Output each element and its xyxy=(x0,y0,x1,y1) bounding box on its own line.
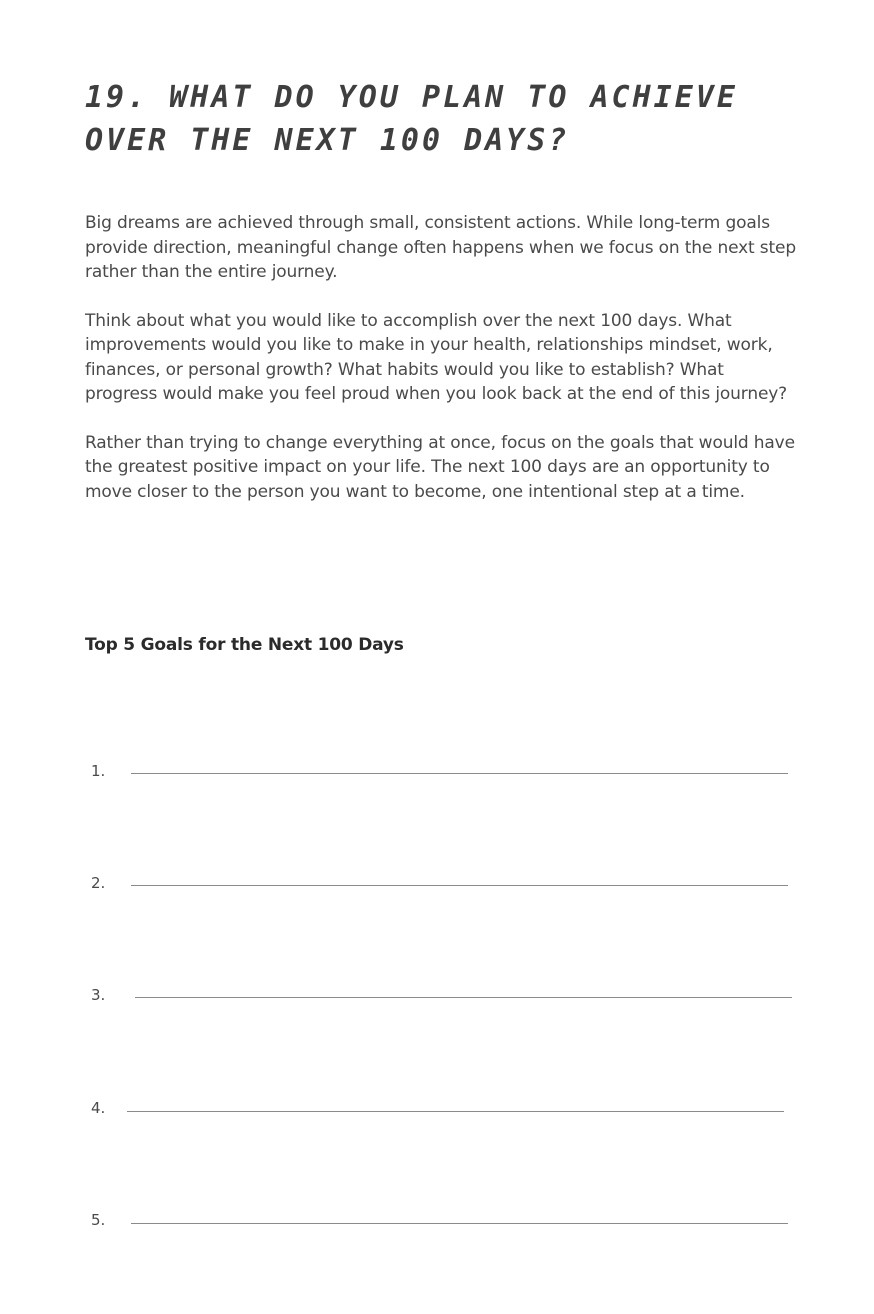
goal-write-line-1[interactable] xyxy=(131,773,788,774)
intro-paragraph-3: Rather than trying to change everything at once, focus on the goals that would have the greatest positive impact on your life. The next 100 days are an opportunity to move closer to the person you want to become, one intentional step at a time. xyxy=(85,432,795,502)
goal-write-line-2[interactable] xyxy=(131,885,788,886)
page-title: 19. WHAT DO YOU PLAN TO ACHIEVE OVER THE NEXT 100 DAYS? xyxy=(85,80,738,158)
intro-text xyxy=(85,211,797,528)
goal-write-line-3[interactable] xyxy=(135,997,792,998)
goal-row-2 xyxy=(0,873,874,897)
goal-write-line-5[interactable] xyxy=(131,1223,788,1224)
intro-paragraph-2: Think about what you would like to accomplish over the next 100 days. What improvements would you like to make in your health, relationships mindset, work, finances, or personal growth? What habits would you like to establish? What progress would make you feel proud when you look back at the end of this journey? xyxy=(85,310,788,404)
goal-number-2: 2. xyxy=(91,874,106,892)
goal-row-1 xyxy=(0,761,874,785)
goal-row-5 xyxy=(0,1210,874,1234)
goal-row-3 xyxy=(0,985,874,1009)
goals-heading: Top 5 Goals for the Next 100 Days xyxy=(85,635,404,655)
goal-number-3: 3. xyxy=(91,986,106,1004)
goal-row-4 xyxy=(0,1098,874,1122)
goal-number-1: 1. xyxy=(91,762,106,780)
goal-number-4: 4. xyxy=(91,1099,106,1117)
intro-paragraph-1: Big dreams are achieved through small, consistent actions. While long-term goals provide direction, meaningful change often happens when we focus on the next step rather than the entire journey. xyxy=(85,213,796,282)
goal-number-5: 5. xyxy=(91,1211,106,1229)
goal-write-line-4[interactable] xyxy=(127,1111,784,1112)
